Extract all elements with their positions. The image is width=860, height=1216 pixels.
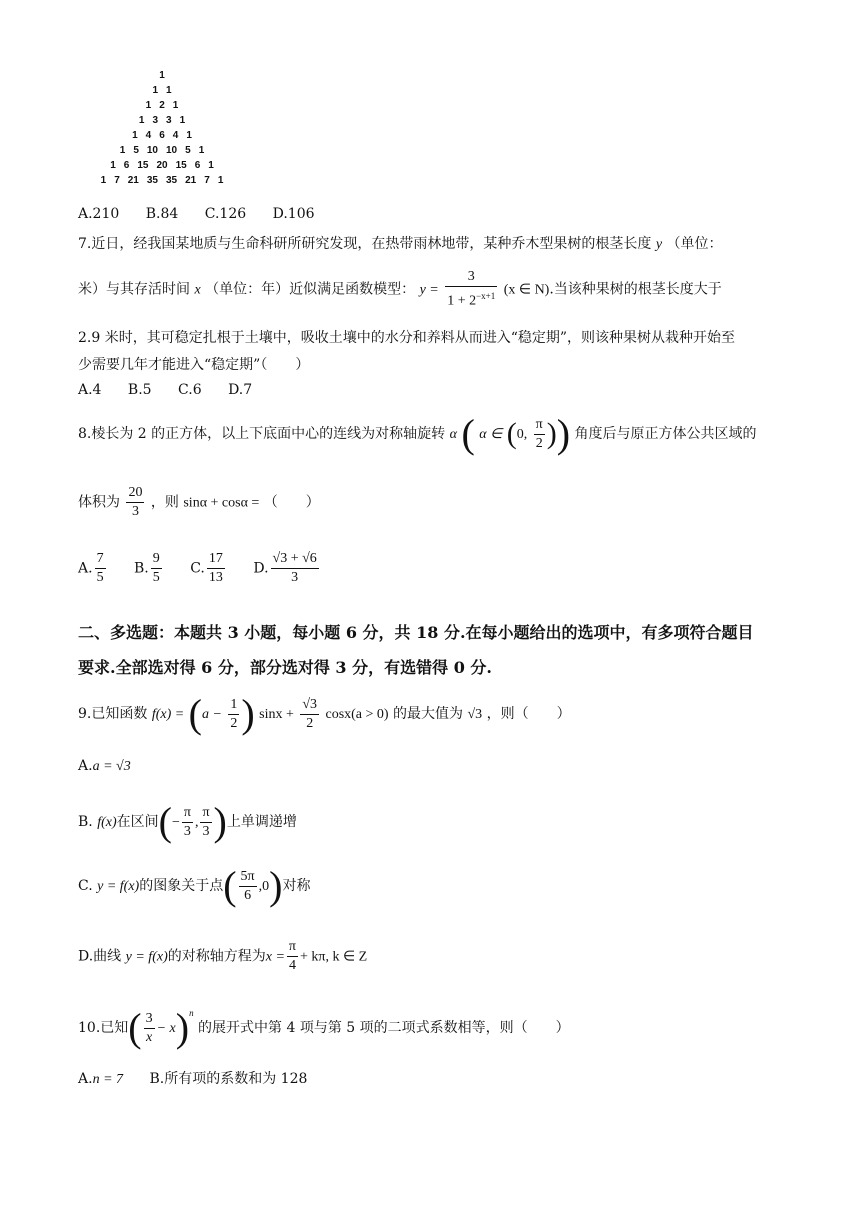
option-label: A. xyxy=(78,1071,93,1087)
fraction-denominator: 6 xyxy=(244,887,252,903)
q7-line3: 2.9 米时，其可稳定扎根于土壤中，吸收土壤中的水分和养料从而进入“稳定期”，则该种果树从栽种开始至 xyxy=(78,330,736,346)
fraction-numerator: 1 xyxy=(228,696,239,715)
paren-left: ( xyxy=(461,411,475,456)
pascal-number: 7 xyxy=(114,175,120,186)
pascal-number: 1 xyxy=(217,175,224,186)
pascal-number: 10 xyxy=(146,145,158,156)
option-text: 的图象关于点 xyxy=(139,878,224,894)
pascal-number: 1 xyxy=(152,85,158,96)
fraction-denominator: 3 xyxy=(291,570,299,585)
pascal-row xyxy=(72,70,252,81)
pascal-number: 1 xyxy=(119,145,126,156)
var-x: x xyxy=(194,282,201,298)
option-fraction xyxy=(207,550,225,587)
option-label: D. xyxy=(253,560,269,577)
q8-text: （ ） xyxy=(263,494,320,511)
paren-right: ) xyxy=(175,1005,190,1050)
q10-text: 10.已知 xyxy=(78,1020,129,1036)
volume-fraction xyxy=(126,484,144,521)
fraction-denominator: x xyxy=(145,1029,153,1045)
pascal-number: 1 xyxy=(198,145,205,156)
q7-line1 xyxy=(78,233,722,253)
point-x xyxy=(239,868,257,905)
pascal-row xyxy=(72,130,252,141)
fraction-numerator: 17 xyxy=(207,550,225,569)
pascal-number: 1 xyxy=(208,160,214,171)
pascal-number: 3 xyxy=(166,115,172,126)
pascal-number: 6 xyxy=(123,160,130,171)
option-text: 的对称轴方程为 xyxy=(167,948,266,965)
fraction-numerator: π xyxy=(182,804,193,823)
pascal-row xyxy=(72,175,252,186)
pascal-row xyxy=(72,145,252,156)
alpha: α xyxy=(449,427,457,442)
pascal-number: 1 xyxy=(159,70,165,81)
option-text: 在区间 xyxy=(116,814,159,830)
fraction-numerator: √3 xyxy=(300,696,319,715)
q7-text: .当该种果树的根茎长度大于 xyxy=(549,281,722,298)
pascal-number: 1 xyxy=(166,85,172,96)
q8-text: 角度后与原正方体公共区域的 xyxy=(574,426,757,442)
q7-options xyxy=(78,382,274,398)
q7-formula-fraction xyxy=(445,268,497,311)
pascal-number: 15 xyxy=(137,160,149,171)
q9-a: a − xyxy=(201,707,222,722)
paren-left: ( xyxy=(506,417,517,450)
q7-unit: （单位： xyxy=(666,236,723,252)
paren-left: ( xyxy=(128,1005,142,1050)
pascal-number: 1 xyxy=(179,115,186,126)
q7-text: （单位：年）近似满足函数模型： xyxy=(205,281,416,298)
pascal-number: 3 xyxy=(152,115,158,126)
q9-option-d xyxy=(78,938,367,975)
q6-options xyxy=(78,206,337,222)
option-text: 对称 xyxy=(282,878,311,894)
var-y: y xyxy=(655,237,663,252)
pascal-number: 4 xyxy=(172,130,179,141)
option-label: C. xyxy=(190,560,205,577)
q8-line1 xyxy=(78,411,757,456)
q7-text: 7.近日，经我国某地质与生命科研所研究发现，在热带雨林地带，某种乔木型果树的根茎长度 xyxy=(78,236,652,252)
paren-right: ) xyxy=(556,411,571,456)
option-label: C. xyxy=(78,878,93,894)
q7-option-c: C.6 xyxy=(178,382,202,398)
q10-option-b: B.所有项的系数和为 128 xyxy=(149,1071,308,1087)
q7-line2 xyxy=(78,268,722,311)
option-expr: f(x) xyxy=(97,815,117,830)
pascal-row xyxy=(72,85,252,96)
pascal-number: 7 xyxy=(204,175,210,186)
q8-option-d xyxy=(253,550,320,587)
pascal-number: 5 xyxy=(133,145,139,156)
fraction-numerator: π xyxy=(287,938,298,957)
q9-sin: sinx + xyxy=(259,707,294,722)
den-exponent: −x+1 xyxy=(476,291,496,301)
fraction-numerator: √3 + √6 xyxy=(271,550,319,569)
q10-option-a xyxy=(78,1071,123,1088)
option-expr: y = f(x) xyxy=(97,879,140,894)
q9-stem xyxy=(78,691,571,736)
pascal-number: 4 xyxy=(145,130,152,141)
fraction-denominator: 2 xyxy=(306,715,314,731)
fraction-numerator: 20 xyxy=(126,484,144,503)
pascal-number: 1 xyxy=(132,130,138,141)
q10-stem xyxy=(78,1005,570,1050)
root3-half-fraction xyxy=(300,696,319,733)
fraction-denominator: 2 xyxy=(230,715,238,731)
pascal-number: 6 xyxy=(194,160,201,171)
option-expr: a = √3 xyxy=(92,759,131,774)
pascal-row xyxy=(72,115,252,126)
q7-option-a: A.4 xyxy=(78,382,102,398)
fraction-denominator: 4 xyxy=(288,958,296,973)
q6-option-d: D.106 xyxy=(272,206,315,222)
minus-sign: − xyxy=(171,815,180,830)
fraction-denominator: 13 xyxy=(208,570,223,585)
q10-fraction xyxy=(144,1010,155,1047)
q7-text: 米）与其存活时间 xyxy=(78,281,190,298)
q8-text: 8.棱长为 2 的正方体，以上下底面中心的连线为对称轴旋转 xyxy=(78,426,446,442)
q10-options xyxy=(78,1068,329,1088)
option-fraction xyxy=(151,550,162,587)
q9-text: ，则（ ） xyxy=(486,706,571,722)
cond-lo: 0, xyxy=(516,427,528,442)
paren-right: ) xyxy=(269,863,283,908)
pascal-number: 21 xyxy=(127,175,139,186)
pascal-number: 1 xyxy=(172,100,179,111)
pascal-number: 21 xyxy=(185,175,197,186)
q8-text: ，则 xyxy=(150,494,179,511)
fraction-numerator: π xyxy=(534,416,545,435)
fraction-numerator: 5π xyxy=(239,868,257,887)
pi-over-4 xyxy=(287,938,298,975)
pascal-number: 35 xyxy=(146,175,158,186)
paren-right: ) xyxy=(213,799,227,844)
q9-option-a xyxy=(78,758,131,775)
q7-line4: 少需要几年才能进入“稳定期”（ ） xyxy=(78,357,310,373)
fraction-numerator: 3 xyxy=(144,1010,155,1029)
half-fraction xyxy=(228,696,239,733)
cond: α ∈ xyxy=(479,427,503,442)
paren-left: ( xyxy=(158,799,172,844)
pascal-number: 20 xyxy=(156,160,168,171)
option-label: B. xyxy=(78,814,93,830)
q8-text: 体积为 xyxy=(78,494,120,511)
option-expr: y = f(x) xyxy=(125,949,168,965)
option-expr: + kπ, k ∈ Z xyxy=(299,949,368,965)
point-y: ,0 xyxy=(258,879,270,894)
option-fraction xyxy=(271,550,319,587)
pascal-number: 2 xyxy=(159,100,165,111)
fraction-denominator: 2 xyxy=(535,435,543,451)
q9-option-b xyxy=(78,799,297,844)
q7-option-b: B.5 xyxy=(127,382,152,398)
pascal-number: 1 xyxy=(145,100,152,111)
pascal-number: 1 xyxy=(138,115,145,126)
formula-lhs: y = xyxy=(419,282,439,298)
pascal-number: 15 xyxy=(175,160,187,171)
q10-text: 的展开式中第 4 项与第 5 项的二项式系数相等，则（ ） xyxy=(198,1020,570,1036)
pascal-row xyxy=(72,100,252,111)
option-fraction xyxy=(95,550,106,587)
q9-cos: cosx(a > 0) xyxy=(325,707,389,722)
pascal-number: 5 xyxy=(185,145,191,156)
interval-hi xyxy=(200,804,211,841)
pascal-number: 6 xyxy=(159,130,165,141)
q9-fx: f(x) = xyxy=(151,707,185,722)
q8-option-a xyxy=(78,550,108,587)
q9-text: 的最大值为 xyxy=(393,706,464,722)
option-expr: x = xyxy=(265,949,285,965)
fraction-denominator xyxy=(445,287,497,311)
option-text: 上单调递增 xyxy=(226,814,297,830)
paren-left: ( xyxy=(188,691,202,736)
q8-option-c xyxy=(190,550,227,587)
pascal-number: 1 xyxy=(100,175,107,186)
fraction-denominator: 5 xyxy=(152,570,160,585)
pascal-number: 35 xyxy=(166,175,178,186)
pascal-row xyxy=(72,160,252,171)
q7-option-d: D.7 xyxy=(228,382,253,398)
fraction-denominator: 3 xyxy=(131,504,139,519)
option-label: B. xyxy=(134,560,149,577)
q9-max: √3 xyxy=(467,707,483,722)
interval-lo xyxy=(182,804,193,841)
option-label: A. xyxy=(78,560,93,577)
paren-right: ) xyxy=(546,417,557,450)
q6-option-a: A.210 xyxy=(78,206,120,222)
q6-option-b: B.84 xyxy=(145,206,179,222)
section2-heading-line1: 二、多选题：本题共 3 小题，每小题 6 分，共 18 分.在每小题给出的选项中，有多项符合题目 xyxy=(78,623,754,642)
den-base: 1 + 2 xyxy=(447,293,477,309)
pi-over-2 xyxy=(534,416,545,453)
paren-right: ) xyxy=(241,691,255,736)
pascal-number: 1 xyxy=(110,160,116,171)
fraction-denominator: 3 xyxy=(202,823,210,839)
fraction-numerator: 7 xyxy=(95,550,106,569)
q8-option-b xyxy=(134,550,164,587)
section2-heading-line2: 要求.全部选对得 6 分，部分选对得 3 分，有选错得 0 分. xyxy=(78,658,492,677)
formula-condition: (x ∈ N) xyxy=(503,282,550,298)
option-label: D.曲线 xyxy=(78,948,122,965)
option-expr: n = 7 xyxy=(92,1072,124,1087)
q10-exponent: n xyxy=(189,1008,194,1018)
q8-line2 xyxy=(78,484,320,521)
fraction-numerator: 3 xyxy=(445,268,497,287)
fraction-denominator: 5 xyxy=(96,570,104,585)
comma: , xyxy=(194,815,199,830)
q10-minus-x: − x xyxy=(156,1021,176,1036)
fraction-denominator: 3 xyxy=(183,823,191,839)
q9-text: 9.已知函数 xyxy=(78,706,148,722)
pascal-number: 1 xyxy=(186,130,192,141)
pascal-number: 10 xyxy=(166,145,178,156)
q6-option-c: C.126 xyxy=(204,206,247,222)
paren-left: ( xyxy=(223,863,237,908)
q8-options xyxy=(78,550,343,587)
q9-option-c xyxy=(78,863,311,908)
q8-expression: sinα + cosα = xyxy=(183,495,260,511)
fraction-numerator: π xyxy=(200,804,211,823)
option-label: A. xyxy=(78,758,93,774)
fraction-numerator: 9 xyxy=(151,550,162,569)
